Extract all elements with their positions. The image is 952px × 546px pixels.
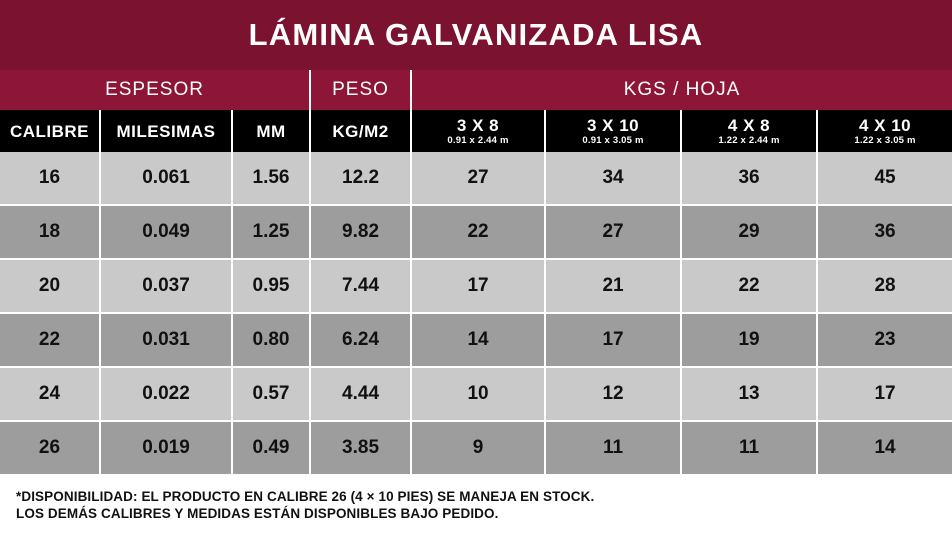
column-header-mm-label: MM xyxy=(256,121,286,141)
cell-3x8: 27 xyxy=(411,152,545,205)
cell-3x10: 34 xyxy=(545,152,681,205)
cell-3x8: 10 xyxy=(411,367,545,421)
title-bar xyxy=(0,0,952,70)
column-header-mm xyxy=(232,110,310,152)
cell-3x10: 17 xyxy=(545,313,681,367)
cell-4x10: 17 xyxy=(817,367,952,421)
cell-3x8: 9 xyxy=(411,421,545,474)
column-header-kgm2-label: KG/M2 xyxy=(332,121,389,141)
cell-4x8: 36 xyxy=(681,152,817,205)
page-title: LÁMINA GALVANIZADA LISA xyxy=(248,17,704,52)
column-header-row xyxy=(0,110,952,152)
column-header-3x8 xyxy=(411,110,545,152)
footnote-line-1: *DISPONIBILIDAD: EL PRODUCTO EN CALIBRE 26 (4 × 10 PIES) SE MANEJA EN STOCK. xyxy=(16,489,595,504)
cell-4x10: 28 xyxy=(817,259,952,313)
table-row xyxy=(0,367,952,421)
column-header-milesimas xyxy=(100,110,232,152)
footnote-line-2: LOS DEMÁS CALIBRES Y MEDIDAS ESTÁN DISPONIBLES BAJO PEDIDO. xyxy=(16,506,499,521)
cell-3x10: 11 xyxy=(545,421,681,474)
table-row xyxy=(0,313,952,367)
cell-calibre: 26 xyxy=(0,421,100,474)
cell-calibre: 18 xyxy=(0,205,100,259)
column-header-4x10 xyxy=(817,110,952,152)
cell-kgm2: 3.85 xyxy=(310,421,411,474)
column-header-3x8-dimension: 0.91 x 2.44 m xyxy=(447,134,509,146)
cell-mm: 0.49 xyxy=(232,421,310,474)
cell-4x8: 19 xyxy=(681,313,817,367)
cell-4x8: 22 xyxy=(681,259,817,313)
column-header-milesimas-label: MILESIMAS xyxy=(116,121,216,141)
cell-4x8: 13 xyxy=(681,367,817,421)
table-row xyxy=(0,259,952,313)
cell-milesimas: 0.022 xyxy=(100,367,232,421)
specification-table xyxy=(0,70,952,474)
table-row xyxy=(0,421,952,474)
cell-milesimas: 0.031 xyxy=(100,313,232,367)
cell-3x8: 17 xyxy=(411,259,545,313)
cell-mm: 1.56 xyxy=(232,152,310,205)
column-header-3x10-dimension: 0.91 x 3.05 m xyxy=(582,134,644,146)
group-header-row xyxy=(0,70,952,110)
cell-mm: 0.80 xyxy=(232,313,310,367)
cell-mm: 1.25 xyxy=(232,205,310,259)
group-header-espesor: ESPESOR xyxy=(0,70,310,110)
cell-4x8: 11 xyxy=(681,421,817,474)
cell-milesimas: 0.061 xyxy=(100,152,232,205)
cell-kgm2: 9.82 xyxy=(310,205,411,259)
cell-calibre: 22 xyxy=(0,313,100,367)
column-header-4x8-label: 4 X 8 xyxy=(727,115,771,135)
table-row xyxy=(0,152,952,205)
column-header-3x10-label: 3 X 10 xyxy=(586,115,640,135)
table-row xyxy=(0,205,952,259)
cell-3x10: 27 xyxy=(545,205,681,259)
cell-milesimas: 0.037 xyxy=(100,259,232,313)
column-header-4x10-dimension: 1.22 x 3.05 m xyxy=(854,134,916,146)
cell-3x8: 22 xyxy=(411,205,545,259)
cell-mm: 0.57 xyxy=(232,367,310,421)
cell-4x10: 14 xyxy=(817,421,952,474)
cell-4x10: 45 xyxy=(817,152,952,205)
cell-3x10: 21 xyxy=(545,259,681,313)
column-header-3x10 xyxy=(545,110,681,152)
cell-3x8: 14 xyxy=(411,313,545,367)
column-header-4x8 xyxy=(681,110,817,152)
column-header-3x8-label: 3 X 8 xyxy=(456,115,500,135)
column-header-calibre xyxy=(0,110,100,152)
cell-3x10: 12 xyxy=(545,367,681,421)
cell-milesimas: 0.019 xyxy=(100,421,232,474)
cell-calibre: 20 xyxy=(0,259,100,313)
group-header-peso: PESO xyxy=(310,70,411,110)
cell-kgm2: 12.2 xyxy=(310,152,411,205)
cell-kgm2: 7.44 xyxy=(310,259,411,313)
group-header-kgs-hoja: KGS / HOJA xyxy=(411,70,952,110)
cell-kgm2: 4.44 xyxy=(310,367,411,421)
cell-mm: 0.95 xyxy=(232,259,310,313)
cell-4x10: 23 xyxy=(817,313,952,367)
cell-4x8: 29 xyxy=(681,205,817,259)
column-header-4x10-label: 4 X 10 xyxy=(858,115,912,135)
cell-calibre: 16 xyxy=(0,152,100,205)
column-header-calibre-label: CALIBRE xyxy=(9,121,90,141)
cell-4x10: 36 xyxy=(817,205,952,259)
cell-milesimas: 0.049 xyxy=(100,205,232,259)
column-header-kgm2 xyxy=(310,110,411,152)
cell-kgm2: 6.24 xyxy=(310,313,411,367)
availability-footnote xyxy=(0,474,952,522)
column-header-4x8-dimension: 1.22 x 2.44 m xyxy=(718,134,780,146)
cell-calibre: 24 xyxy=(0,367,100,421)
